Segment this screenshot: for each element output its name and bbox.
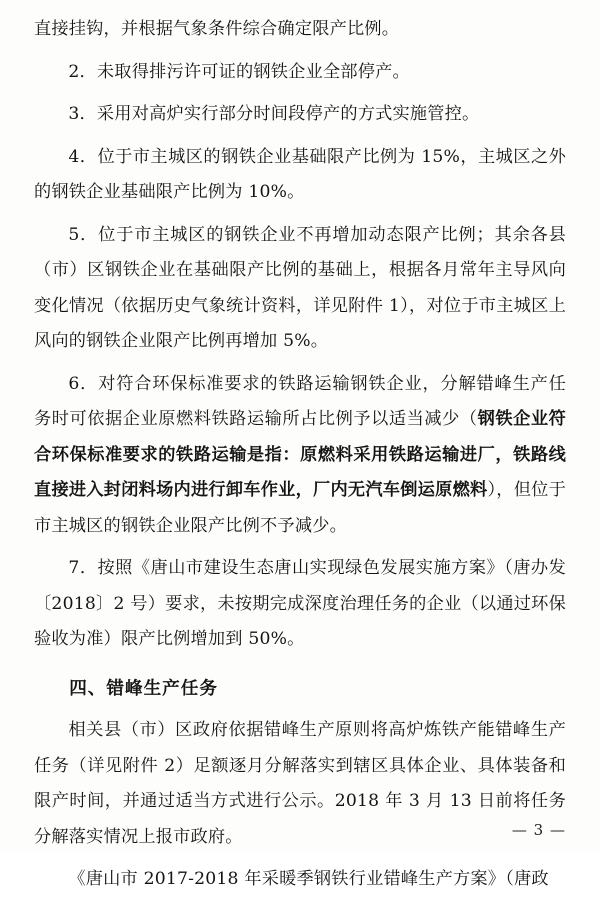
list-item-3: 3．采用对高炉实行部分时间段停产的方式实施管控。 <box>68 104 480 124</box>
run-emphasis-definition: 钢铁企业符合环保标准要求的铁路运输是指：原燃料采用铁路运输进厂，铁路线直接进入封闭料场内进行卸车作业，厂内无汽车倒运原燃料 <box>34 409 566 500</box>
list-item-7: 7．按照《唐山市建设生态唐山实现绿色发展实施方案》（唐办发〔2018〕2 号）要求，未按期完成深度治理任务的企业（以通过环保验收为准）限产比例增加到 50%。 <box>34 558 566 649</box>
list-item-6 <box>34 367 566 545</box>
spacer <box>34 90 566 97</box>
spacer <box>34 133 566 140</box>
spacer <box>34 706 566 713</box>
spacer <box>34 211 566 218</box>
spacer <box>34 48 566 55</box>
list-item-4: 4．位于市主城区的钢铁企业基础限产比例为 15%，主城区之外的钢铁企业基础限产比例为 10%。 <box>34 146 566 202</box>
list-item-5: 5．位于市主城区的钢铁企业不再增加动态限产比例；其余各县（市）区钢铁企业在基础限产比例的基础上，根据各月常年主导风向变化情况（依据历史气象统计资料，详见附件 1），对位于市主城区上风向的钢铁企业限产比例再增加 5%。 <box>34 224 566 351</box>
paragraph-plan-reference: 《唐山市 2017-2018 年采暖季钢铁行业错峰生产方案》（唐政 <box>68 869 549 889</box>
page-number-footer: — 3 — <box>511 821 566 839</box>
paragraph-continued: 直接挂钩，并根据气象条件综合确定限产比例。 <box>34 19 400 39</box>
spacer <box>34 658 566 671</box>
document-body <box>34 12 566 898</box>
run-plain-1: 6．对符合环保标准要求的铁路运输钢铁企业，分解错峰生产任务时可依据企业原燃料铁路运输所占比例予以适当减少（ <box>34 373 566 429</box>
section-heading: 四、错峰生产任务 <box>69 677 218 699</box>
spacer <box>34 360 566 367</box>
spacer <box>34 544 566 551</box>
paragraph-task-assignment: 相关县（市）区政府依据错峰生产原则将高炉炼铁产能错峰生产任务（详见附件 2）足额逐月分解落实到辖区具体企业、具体装备和限产时间，并通过适当方式进行公示。2018 年 3 月 13 日前将任务分解落实情况上报市政府。 <box>34 720 566 847</box>
list-item-2: 2．未取得排污许可证的钢铁企业全部停产。 <box>68 61 410 82</box>
spacer <box>34 855 566 862</box>
run-plain-2: ），但位于市主城区的钢铁企业限产比例不予减少。 <box>34 480 567 536</box>
